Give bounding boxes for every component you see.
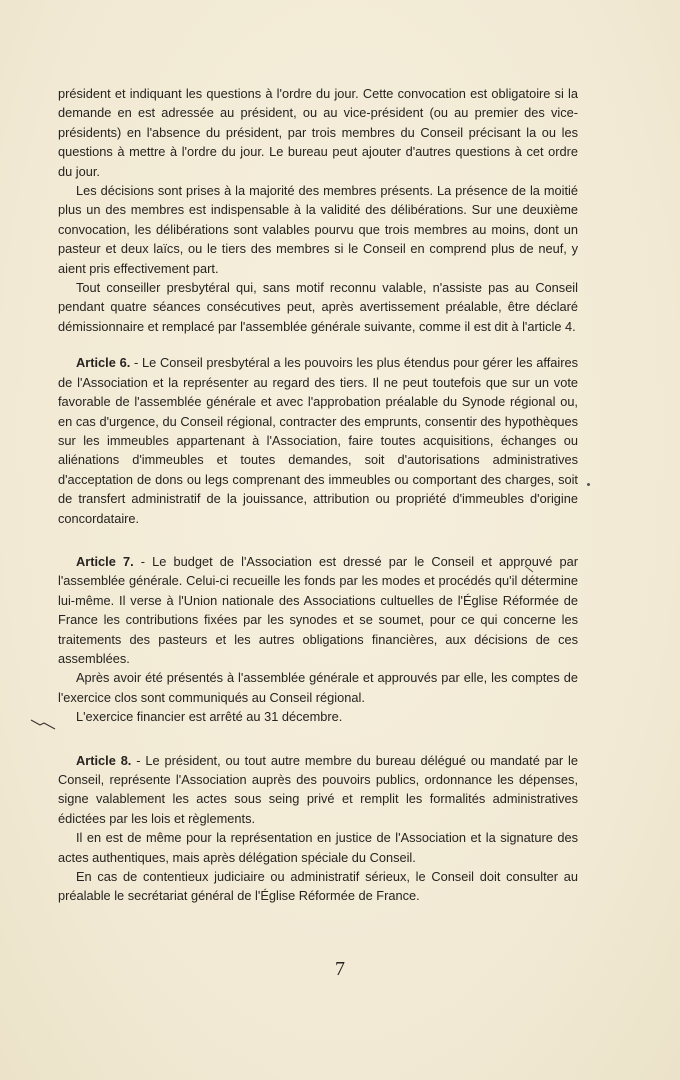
pencil-mark-icon	[30, 718, 56, 730]
article-7-text: - Le budget de l'Association est dressé par le Conseil et approuvé par l'assemblée générale. Celui-ci recueille les fonds par les modes et procédés qu'il détermine lui-même. Il verse à l'Union nationale des Associations cultuelles de l'Église Réformée de France les contributions fixées par les synodes et se soumet, pour ce qui concerne les traitements des pasteurs et les autres obligations financières, aux décisions de ces assemblées.	[58, 553, 578, 666]
article-6-text: - Le Conseil presbytéral a les pouvoirs les plus étendus pour gérer les affaires de l'Association et la représenter au regard des tiers. Il ne peut toutefois que sur un vote favorable de l'assemblée générale et avec l'approbation préalable du Synode régional ou, en cas d'urgence, du Conseil régional, contracter des emprunts, consentir des hypothèques sur les immeubles appartenant à l'Association, faire toutes acquisitions, échanges ou aliénations d'immeubles et toutes demandes, soit d'autorisations administratives d'acceptation de dons ou legs comprenant des immeubles ou comportant des charges, soit de transfert administratif de la jouissance, attribution ou propriété d'immeubles d'origine concordataire.	[58, 355, 578, 526]
paragraph-decisions: Les décisions sont prises à la majorité des membres présents. La présence de la moitié plus un des membres est indispensable à la validité des délibérations. Sur une deuxième convocation, les délibérations sont valables pourvu que trois membres au moins, dont un pasteur et deux laïcs, ou le tiers des membres si le Conseil en comprend plus de neuf, y aient pris effectivement part.	[58, 183, 578, 276]
article-8-paragraph-2: Il en est de même pour la représentation en justice de l'Association et la signature des actes authentiques, mais après délégation spéciale du Conseil.	[58, 830, 578, 865]
body-text	[58, 84, 578, 906]
paragraph-continuation: président et indiquant les questions à l'ordre du jour. Cette convocation est obligatoire si la demande en est adressée au président, ou au vice-président (ou au premier des vice-présidents) en l'absence du président, par trois membres du Conseil précisant la ou les questions à mettre à l'ordre du jour. Le bureau peut ajouter d'autres questions à cet ordre du jour.	[58, 86, 578, 179]
article-7-paragraph-3: L'exercice financier est arrêté au 31 décembre.	[76, 709, 343, 725]
article-8	[58, 751, 578, 829]
paragraph-conseiller: Tout conseiller presbytéral qui, sans motif reconnu valable, n'assiste pas au Conseil pendant quatre séances consécutives peut, après avertissement préalable, être déclaré démissionnaire et remplacé par l'assemblée générale suivante, comme il est dit à l'article 4.	[58, 280, 578, 334]
article-6-title: Article 6.	[76, 355, 131, 371]
article-8-title: Article 8.	[76, 752, 132, 768]
article-7-title: Article 7.	[76, 553, 134, 569]
tick-mark-icon	[524, 565, 534, 573]
article-8-text: - Le président, ou tout autre membre du bureau délégué ou mandaté par le Conseil, représente l'Association auprès des pouvoirs publics, ordonnance les dépenses, signe valablement les actes sous seing privé et remplit les formalités administratives édictées par les lois et règlements.	[58, 752, 579, 826]
page-number: 7	[335, 958, 345, 980]
article-8-paragraph-3: En cas de contentieux judiciaire ou administratif sérieux, le Conseil doit consulter au préalable le secrétariat général de l'Église Réformée de France.	[58, 869, 578, 904]
article-6	[58, 353, 578, 528]
article-7	[58, 552, 578, 668]
margin-dot-icon	[587, 483, 590, 486]
article-7-paragraph-2: Après avoir été présentés à l'assemblée générale et approuvés par elle, les comptes de l'exercice clos sont communiqués au Conseil régional.	[58, 670, 578, 705]
